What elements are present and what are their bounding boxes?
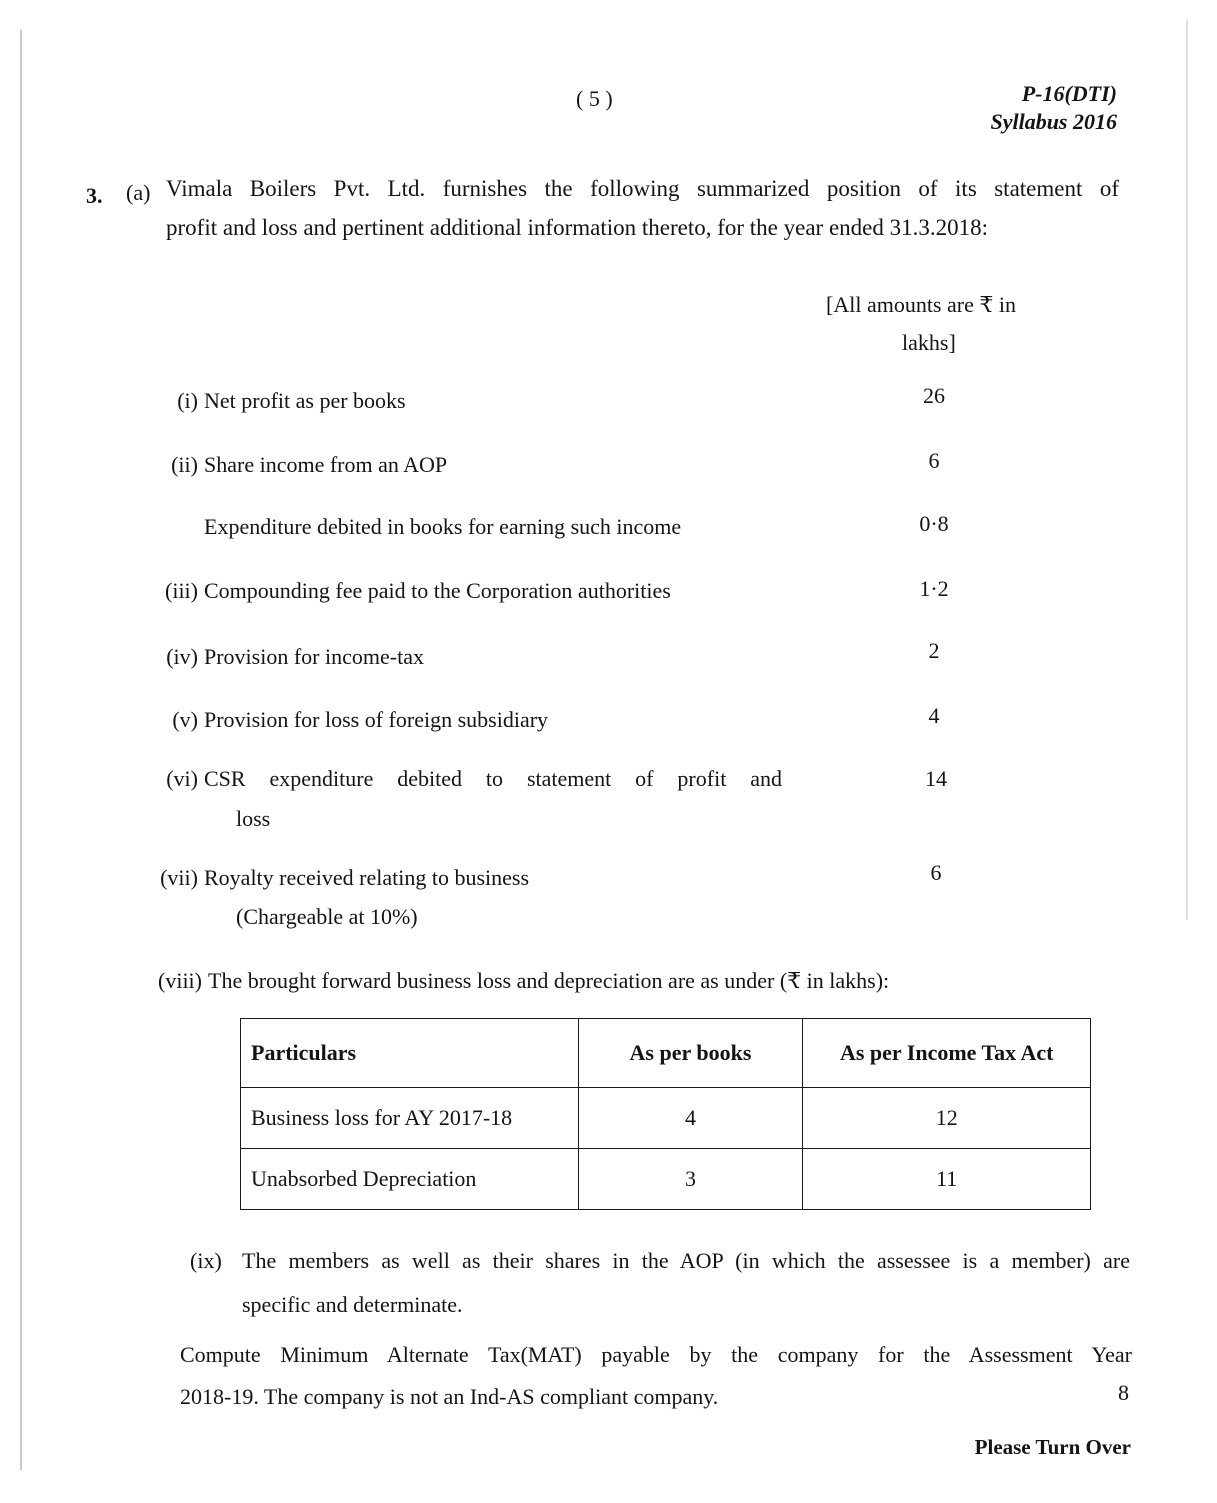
item-ix — [190, 1248, 1130, 1274]
table-header-row — [241, 1019, 1091, 1088]
brought-forward-table — [240, 1018, 1091, 1210]
item-ix-line-2: specific and determinate. — [242, 1292, 463, 1317]
item-text-continued: (Chargeable at 10%) — [236, 904, 418, 929]
item-value: 0·8 — [919, 511, 949, 536]
item-value: 2 — [928, 638, 940, 663]
paper-header — [990, 80, 1117, 136]
table-cell: Unabsorbed Depreciation — [241, 1149, 579, 1210]
item-number: (vi) — [166, 766, 198, 791]
item-ii-expenditure — [150, 514, 681, 540]
scan-edge-line — [1186, 20, 1188, 920]
scan-margin-line — [20, 30, 22, 1470]
item-text: Compounding fee paid to the Corporation authorities — [204, 578, 671, 603]
question-part: (a) — [126, 180, 151, 205]
table-row — [241, 1149, 1091, 1210]
item-vii — [150, 865, 529, 891]
item-value: 6 — [930, 860, 942, 885]
table-header: As per Income Tax Act — [803, 1019, 1091, 1088]
item-text: Provision for income-tax — [204, 644, 424, 669]
item-text: The members as well as their shares in the AOP (in which the assessee is a member) are — [242, 1248, 1130, 1273]
item-text: Net profit as per books — [204, 388, 406, 413]
item-value: 4 — [928, 703, 940, 728]
amount-note-line-2: lakhs] — [902, 330, 956, 355]
table-row — [241, 1088, 1091, 1149]
compute-line-1: Compute Minimum Alternate Tax(MAT) payable by the company for the Assessment Year — [180, 1342, 1132, 1367]
intro-line-1: Vimala Boilers Pvt. Ltd. furnishes the following summarized position of its statement of — [166, 176, 1119, 201]
please-turn-over: Please Turn Over — [974, 1435, 1131, 1459]
item-number: (ix) — [190, 1248, 222, 1273]
item-ii — [150, 452, 447, 478]
item-text: Expenditure debited in books for earning such income — [204, 514, 682, 539]
item-value: 14 — [925, 766, 947, 791]
item-number: (ii) — [171, 452, 198, 477]
item-vi — [150, 766, 782, 792]
item-number: (iii) — [165, 578, 198, 603]
item-text: CSR expenditure debited to statement of profit and — [204, 766, 782, 791]
item-text: Share income from an AOP — [204, 452, 448, 477]
item-text: Royalty received relating to business — [204, 865, 530, 890]
table-cell: Business loss for AY 2017-18 — [241, 1088, 579, 1149]
compute-line-2: 2018-19. The company is not an Ind-AS compliant company. — [180, 1384, 719, 1409]
item-value: 26 — [923, 383, 945, 408]
table-cell: 11 — [803, 1149, 1091, 1210]
item-number: (vii) — [160, 865, 198, 890]
item-text: The brought forward business loss and depreciation are as under (₹ in lakhs): — [208, 968, 890, 993]
item-iv — [150, 644, 424, 670]
item-number: (v) — [172, 707, 198, 732]
item-viii — [150, 968, 889, 994]
item-v — [150, 707, 548, 733]
item-text-continued: loss — [236, 806, 271, 831]
item-number: (iv) — [166, 644, 198, 669]
item-value: 1·2 — [919, 576, 949, 601]
syllabus: Syllabus 2016 — [990, 109, 1117, 134]
page-number: ( 5 ) — [576, 86, 613, 111]
item-text: Provision for loss of foreign subsidiary — [204, 707, 549, 732]
amount-note-line-1: [All amounts are ₹ in — [826, 292, 1016, 317]
item-value: 6 — [928, 448, 940, 473]
question-number: 3. — [86, 183, 103, 208]
table-header: Particulars — [241, 1019, 579, 1088]
table-cell: 3 — [578, 1149, 803, 1210]
item-iii — [150, 578, 671, 604]
table-header: As per books — [578, 1019, 803, 1088]
table-cell: 4 — [578, 1088, 803, 1149]
intro-line-2: profit and loss and pertinent additional information thereto, for the year ended 31.3.2018: — [166, 215, 989, 240]
item-number: (i) — [177, 388, 198, 413]
item-i — [150, 388, 406, 414]
item-number: (viii) — [158, 968, 202, 993]
paper-code: P-16(DTI) — [1021, 81, 1117, 106]
marks: 8 — [1118, 1380, 1129, 1405]
table-cell: 12 — [803, 1088, 1091, 1149]
